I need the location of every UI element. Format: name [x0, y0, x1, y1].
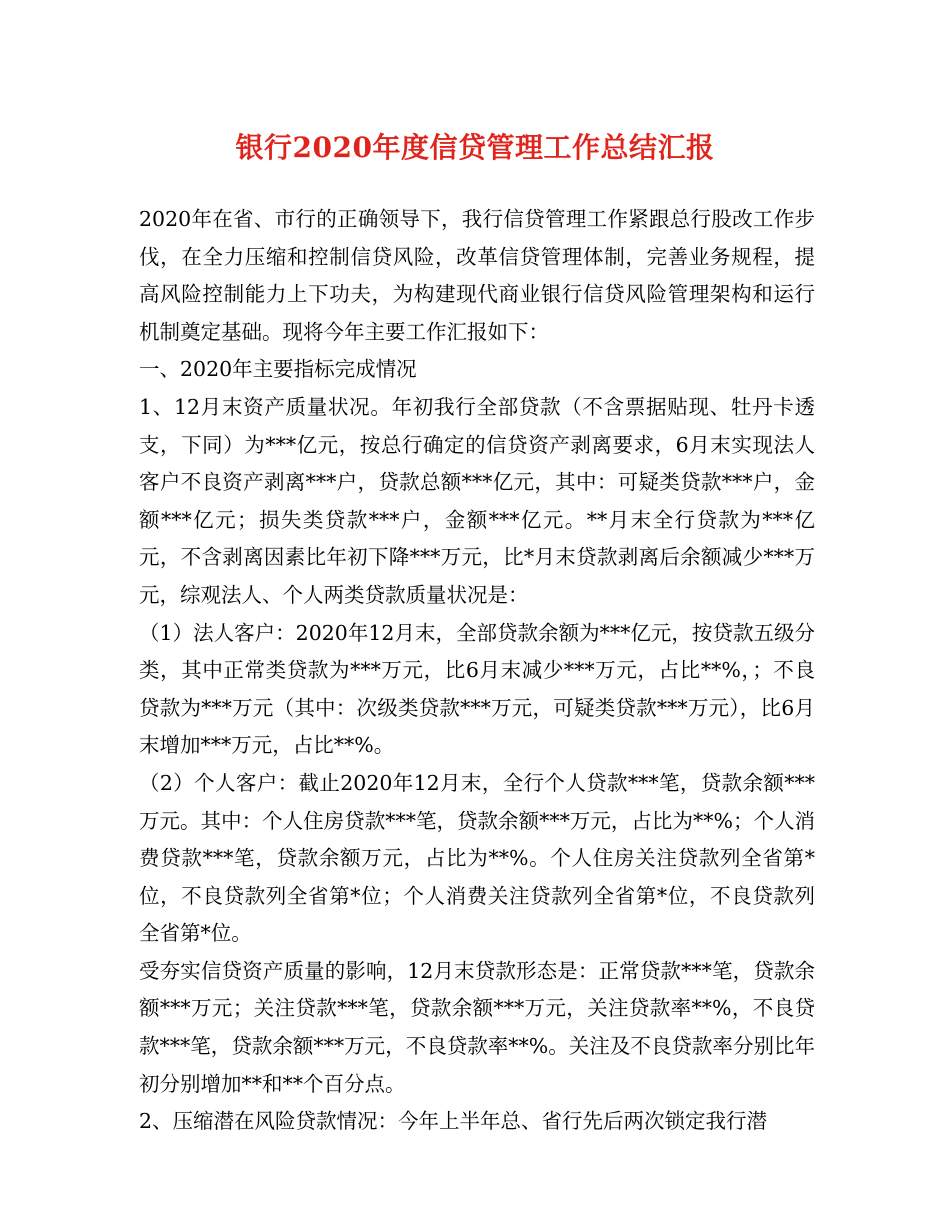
section-heading-1: 一、2020年主要指标完成情况	[139, 357, 417, 382]
paragraph-risk-reduction: 2、压缩潜在风险贷款情况：今年上半年总、省行先后两次锁定我行潜	[139, 1109, 768, 1134]
paragraph-asset-quality: 1、12月末资产质量状况。年初我行全部贷款（不含票据贴现、牡丹卡透支，下同）为***亿元，按总行确定的信贷资产剥离要求，6月末实现法人客户不良资产剥离***户，贷款总额***亿元，其中：可疑类贷款***户，金额***亿元；损失类贷款***户，金额***亿元。**月末全行贷款为***亿元，不含剥离因素比年初下降***万元，比*月末贷款剥离后余额减少***万元，综观法人、个人两类贷款质量状况是：	[139, 394, 815, 607]
document-body	[139, 201, 815, 1141]
paragraph-intro: 2020年在省、市行的正确领导下，我行信贷管理工作紧跟总行股改工作步伐，在全力压缩和控制信贷风险，改革信贷管理体制，完善业务规程，提高风险控制能力上下功夫，为构建现代商业银行信贷风险管理架构和运行机制奠定基础。现将今年主要工作汇报如下：	[139, 207, 815, 344]
document-title: 银行2020年度信贷管理工作总结汇报	[235, 131, 715, 164]
paragraph-loan-status: 受夯实信贷资产质量的影响，12月末贷款形态是：正常贷款***笔，贷款余额***万元；关注贷款***笔，贷款余额***万元，关注贷款率**%，不良贷款***笔，贷款余额***万元，不良贷款率**%。关注及不良贷款率分别比年初分别增加**和**个百分点。	[139, 958, 815, 1096]
paragraph-personal-clients: （2）个人客户：截止2020年12月末，全行个人贷款***笔，贷款余额***万元。其中：个人住房贷款***笔，贷款余额***万元，占比为**%；个人消费贷款***笔，贷款余额万元，占比为**%。个人住房关注贷款列全省第*位，不良贷款列全省第*位；个人消费关注贷款列全省第*位，不良贷款列全省第*位。	[139, 770, 815, 946]
paragraph-corporate-clients: （1）法人客户：2020年12月末，全部贷款余额为***亿元，按贷款五级分类，其中正常类贷款为***万元，比6月末减少***万元，占比**%，；不良贷款为***万元（其中：次级类贷款***万元，可疑类贷款***万元），比6月末增加***万元，占比**%。	[139, 620, 815, 758]
